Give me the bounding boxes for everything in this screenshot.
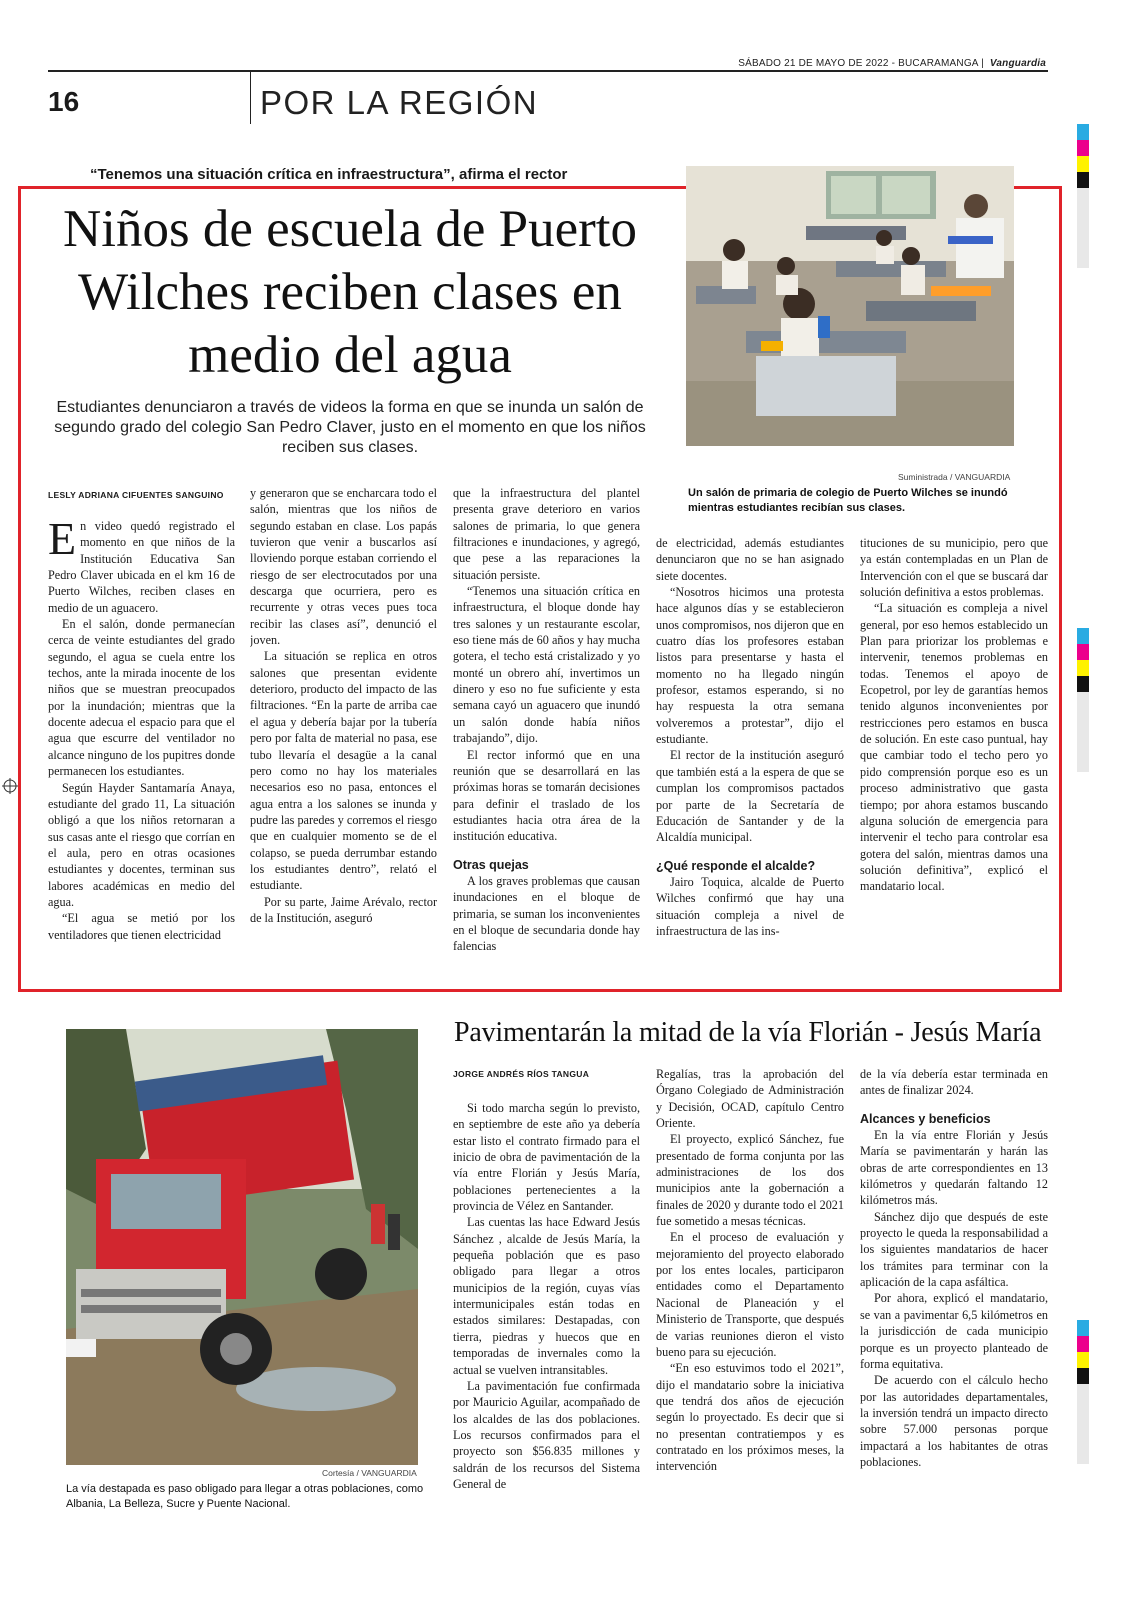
paragraph: “El agua se metió por los ventiladores que tienen electricidad bbox=[48, 911, 235, 942]
main-column-4 bbox=[656, 535, 844, 984]
page-number: 16 bbox=[48, 86, 80, 117]
color-registration-bar-top bbox=[1077, 124, 1089, 268]
main-deck: Estudiantes denunciaron a través de videos la forma en que se inunda un salón de segundo grado del colegio San Pedro Claver, justo en el momento en que los niños reciben sus clases. bbox=[54, 399, 646, 456]
date-text: SÁBADO 21 DE MAYO DE 2022 - BUCARAMANGA | bbox=[738, 58, 984, 69]
paragraph: Regalías, tras la aprobación del Órgano Colegiado de Administración y Decisión, OCAD, capítulo Centro Oriente. bbox=[656, 1067, 844, 1131]
second-column-2 bbox=[656, 1066, 844, 1530]
subhead-alcances: Alcances y beneficios bbox=[860, 1111, 991, 1126]
section-title: POR LA REGIÓN bbox=[260, 84, 539, 121]
second-photo-caption: La vía destapada es paso obligado para llegar a otras poblaciones, como Albania, La Belleza, Sucre y Puente Nacional. bbox=[66, 1483, 424, 1510]
main-column-2 bbox=[250, 485, 437, 984]
section-divider bbox=[250, 72, 251, 124]
paragraph: “La situación es compleja a nivel general, por eso hemos establecido un Plan para priorizar los problemas e intervenir, tenemos problemas en todas. Tenemos el apoyo de Ecopetrol, por ley de garantías hemos tenido algunos inconvenientes por restricciones pero estamos en busca de solución. En este caso puntual, hay que cambiar todo el techo pero yo pido comprensión porque eso es un proceso administrativo que gasta tiempo; por ahora estamos buscando alguna solución de emergencia para intervenir el techo para controlar esa gotera del salón, mientras damos una solución definitiva”, explicó el mandatario local. bbox=[860, 601, 1048, 894]
paragraph: tituciones de su municipio, pero que ya están contempladas en un Plan de Intervención con el que se buscará dar solución definitiva a estos problemas. bbox=[860, 536, 1048, 600]
paragraph: Si todo marcha según lo previsto, en septiembre de este año ya debería estar listo el contrato firmado para el inicio de obra de pavimentación de la vía entre Florián y Jesús María, poblaciones pertenecientes a la provincia de Vélez en Santander. bbox=[453, 1101, 640, 1214]
main-column-3 bbox=[453, 485, 640, 984]
dropcap: E bbox=[48, 518, 77, 564]
brand-logo: Vanguardia bbox=[989, 58, 1046, 69]
paragraph: de electricidad, además estudiantes denunciaron que no se han asignado siete docentes. bbox=[656, 536, 844, 583]
classroom-photo bbox=[686, 166, 1014, 446]
second-column-3 bbox=[860, 1066, 1048, 1530]
paragraph: “Nosotros hicimos una protesta hace algunos días y se establecieron unos compromisos, nos dijeron que en cuatro días los profesores estaban listos para presentarse y hasta el momento no ha llegado ningún profesor, estamos esperando, si no hay respuesta la otra semana volveremos a protestar”, dijo el estudiante. bbox=[656, 585, 844, 747]
header-rule bbox=[48, 70, 1048, 72]
paragraph: En la vía entre Florián y Jesús María se pavimentarán y harán las obras de arte correspondientes en 13 kilómetros y quedarán faltando 12 kilómetros más. bbox=[860, 1128, 1048, 1208]
paragraph: En el salón, donde permanecían cerca de veinte estudiantes del grado segundo, el agua se cuela entre los techos, ante la mirada inocente de los niños que se muestran preocupados por la inundación; mientras que la docente adecua el espacio para que el agua que escurre del ventilador no alcance ninguno de los pupitres donde permanecen los estudiantes. bbox=[48, 617, 235, 779]
paragraph: Sánchez dijo que después de este proyecto le queda la responsabilidad a los siguientes mandatarios de hacer los trámites para terminar con la aplicación de la capa asfáltica. bbox=[860, 1209, 1048, 1290]
paragraph: y generaron que se encharcara todo el salón, mientras que los niños de segundo estaban en clase. Los papás tuvieron que venir a buscarlos así lloviendo porque estaban corriendo el riesgo de ser electrocutados por una descarga que ocurriera, pero es recurrente y otras veces pues toca recibir las clases así”, denunció el joven. bbox=[250, 486, 437, 648]
main-photo-credit: Suministrada / VANGUARDIA bbox=[898, 472, 1011, 482]
paragraph: A los graves problemas que causan inundaciones en el bloque de primaria, se suman los inconvenientes en el bloque de secundaria donde hay falencias bbox=[453, 873, 640, 954]
paragraph: “Tenemos una situación crítica en infraestructura, el bloque donde hay tres salones y un restaurante escolar, eso tiene más de 60 años y hay mucha gotera, el techo está cristalizado y yo monté un obrero ahí, invertimos un dinero y eso no fue suficiente y esta semana cayó un aguacero que inundó un salón donde había niños trabajando”, dijo. bbox=[453, 584, 640, 746]
subhead-alcalde: ¿Qué responde el alcalde? bbox=[656, 858, 816, 873]
paragraph: “En eso estuvimos todo el 2021”, dijo el mandatario sobre la iniciativa que tendrá dos años de ejecución según lo proyectado. Es decir que si no presentan contratiempos y es contratado en los próximos meses, la intervención bbox=[656, 1361, 844, 1474]
main-byline: LESLY ADRIANA CIFUENTES SANGUINO bbox=[48, 490, 224, 500]
paragraph: El rector de la institución aseguró que también está a la espera de que se cumplan los compromisos pactados por parte de la Secretaría de Educación de Santander y de la Alcaldía municipal. bbox=[656, 748, 844, 845]
paragraph: El proyecto, explicó Sánchez, fue presentado de forma conjunta por las administraciones de los dos municipios ante la gobernación a finales de 2020 y durante todo el 2021 fue sometido a mesas técnicas. bbox=[656, 1132, 844, 1229]
main-kicker: “Tenemos una situación crítica en infraestructura”, afirma el rector bbox=[90, 166, 568, 183]
paragraph: De acuerdo con el cálculo hecho por las autoridades departamentales, la inversión tendrá un impacto directo sobre 57.000 personas porque impactará a los habitantes de otras poblaciones. bbox=[860, 1373, 1048, 1469]
paragraph: de la vía debería estar terminada en antes de finalizar 2024. bbox=[860, 1067, 1048, 1098]
paragraph: El rector informó que en una reunión que se desarrollará en las próximas horas se tomarán decisiones para definir el traslado de los estudiantes hacia otra área de la institución educativa. bbox=[453, 747, 640, 844]
second-headline: Pavimentarán la mitad de la vía Florián - Jesús María bbox=[454, 1017, 1042, 1048]
paragraph: n video quedó registrado el momento en que niños de la Institución Educativa San Pedro Claver ubicada en el km 16 de Puerto Wilches, reciben clases en medio de un aguacero. bbox=[48, 519, 235, 615]
main-column-5 bbox=[860, 535, 1048, 984]
header-date-line bbox=[738, 58, 1046, 69]
paragraph: Por ahora, explicó el mandatario, se van a pavimentar 6,5 kilómetros en la jurisdicción de cada municipio porque es un proyecto planteado de forma equitativa. bbox=[860, 1291, 1048, 1371]
paragraph: Por su parte, Jaime Arévalo, rector de la Institución, aseguró bbox=[250, 894, 437, 925]
paragraph: La situación se replica en otros salones que presentan evidente deterioro, producto del impacto de las filtraciones. “En la parte de arriba cae el agua y debería bajar por la tubería pero por falta de material no pasa, ese tubo llevaría el desagüe a la canal pero como no hay los materiales necesarios eso no pasa, entonces el agua entra a los salones se inunda y pudre las paredes y corremos el riesgo que en cualquier momento se de el colapso, se pueda derrumbar estando los estudiantes dentro”, relató el estudiante. bbox=[250, 649, 437, 893]
main-column-1 bbox=[48, 518, 235, 984]
paragraph: En el proceso de evaluación y mejoramiento del proyecto elaborado por los entes locales, participaron entidades como el Departamento Nacional de Planeación y el Ministerio de Transporte, que después de varias reuniones dieron el visto bueno para su ejecución. bbox=[656, 1230, 844, 1359]
paragraph: Las cuentas las hace Edward Jesús Sánchez , alcalde de Jesús María, la pequeña población que es paso obligado para llegar a otros municipios de la región, cuyas vías intermunicipales están todas en estados similares: Destapadas, con tierra, piedras y huecos que en temporadas de invernales como la actual se vuelven intransitables. bbox=[453, 1215, 640, 1377]
main-photo-caption: Un salón de primaria de colegio de Puerto Wilches se inundó mientras estudiantes recibían sus clases. bbox=[688, 487, 1008, 514]
second-column-1 bbox=[453, 1100, 640, 1530]
paragraph: La pavimentación fue confirmada por Mauricio Aguilar, acompañado de los alcaldes de las dos poblaciones. Los recursos confirmados para el proyecto son $56.835 millones y saldrán de los recursos del Sistema General de bbox=[453, 1378, 640, 1491]
color-registration-bar-bottom bbox=[1077, 1320, 1089, 1464]
registration-mark-icon bbox=[2, 778, 18, 794]
color-registration-bar-middle bbox=[1077, 628, 1089, 772]
subhead-otras-quejas: Otras quejas bbox=[453, 857, 529, 872]
paragraph: Jairo Toquica, alcalde de Puerto Wilches confirmó que hay una situación compleja a nivel de infraestructura de las ins- bbox=[656, 874, 844, 938]
second-photo-credit: Cortesía / VANGUARDIA bbox=[322, 1468, 417, 1478]
truck-photo bbox=[66, 1029, 418, 1465]
second-byline: JORGE ANDRÉS RÍOS TANGUA bbox=[453, 1069, 590, 1079]
paragraph: Según Hayder Santamaría Anaya, estudiante del grado 11, La situación obligó a que los niños retornaran a sus casas ante el riesgo que corrían en el aula, pero en otras ocasiones estudiantes y docentes, terminan sus labores académicas en medio del agua. bbox=[48, 780, 235, 909]
paragraph: que la infraestructura del plantel presenta grave deterioro en varios salones de primaria, lo que genera filtraciones e inundaciones, y agregó, que pese a las reparaciones la situación persiste. bbox=[453, 486, 640, 582]
main-headline: Niños de escuela de Puerto Wilches reciben clases en medio del agua bbox=[63, 200, 637, 384]
